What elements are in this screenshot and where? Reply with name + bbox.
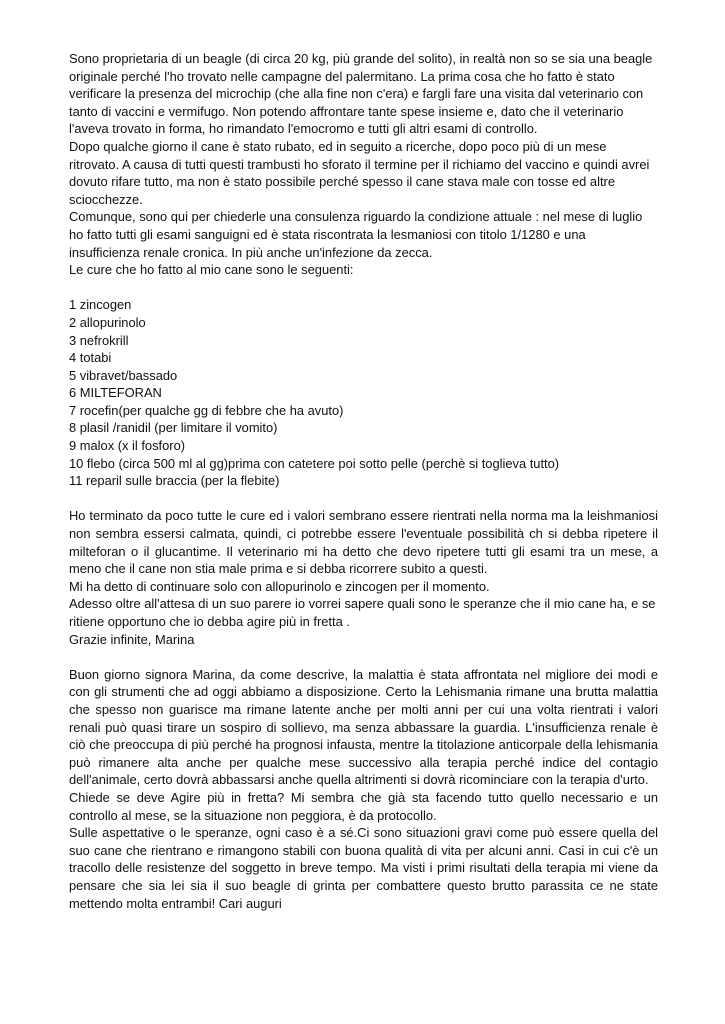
spacer xyxy=(69,648,658,666)
list-item: 11 reparil sulle braccia (per la flebite) xyxy=(69,473,280,489)
list-item: 7 rocefin(per qualche gg di febbre che ha avuto) xyxy=(69,402,344,418)
cures-list xyxy=(69,296,658,490)
spacer xyxy=(69,279,658,297)
intro-paragraph-3: Comunque, sono qui per chiederle una consulenza riguardo la condizione attuale : nel mese di luglio ho fatto tutti gli esami sanguigni ed è stata riscontrata la lesmaniosi con titolo 1/1280 e una insufficienza renale cronica. In più anche un'infezione da zecca. xyxy=(69,209,643,260)
answer-section xyxy=(69,666,658,912)
list-item: 4 totabi xyxy=(69,350,112,366)
spacer xyxy=(69,490,658,508)
question-section xyxy=(69,507,658,648)
answer-paragraph-1: Buon giorno signora Marina, da come descrive, la malattia è stata affrontata nel migliore dei modi e con gli strumenti che ad oggi abbiamo a disposizione. Certo la Lehismania rimane una brutta malattia che spesso non guarisce ma rimane latente anche per molti anni per cui una volta rientrati i valori renali può quasi tirare un sospiro di sollievo, ma senza abbassare la guardia. L'insufficienza renale è ciò che preoccupa di più perché ha prognosi infausta, mentre la titolazione anticorpale della lehismania può rimanere alta anche per qualche mese successivo alla terapia perché indice del contagio dell'animale, certo dovrà abbassarsi anche quella altrimenti si dovrà ricominciare con la terapia d'urto. xyxy=(69,666,658,788)
document-page xyxy=(69,50,658,912)
intro-paragraph-2: Dopo qualche giorno il cane è stato rubato, ed in seguito a ricerche, dopo poco più di un mese ritrovato. A causa di tutti questi trambusti ho sforato il termine per il richiamo del vaccino e quindi avrei dovuto rifare tutto, ma non è stato possibile perché spesso il cane stava male con tosse ed altre sciocchezze. xyxy=(69,138,650,207)
question-paragraph-1: Ho terminato da poco tutte le cure ed i valori sembrano essere rientrati nella norma ma la leishmaniosi non sembra essersi calmata, quindi, ci potrebbe essere l'eventuale possibilità ch si debba ripetere il milteforan o il glucantime. Il veterinario mi ha detto che devo ripetere tutti gli esami tra un mese, a meno che il cane non stia male prima e si debba ricorrere subito a questi. xyxy=(69,508,658,577)
question-paragraph-3: Adesso oltre all'attesa di un suo parere io vorrei sapere quali sono le speranze che il mio cane ha, e se ritiene opportuno che io debba agire più in fretta . xyxy=(69,596,656,629)
answer-paragraph-3: Sulle aspettative o le speranze, ogni caso è a sé.Ci sono situazioni gravi come può essere quella del suo cane che rientrano e rimangono stabili con buona qualità di vita per alcuni anni. Casi in cui c'è un tracollo delle resistenze del soggetto in breve tempo. Ma visti i primi risultati della terapia mi viene da pensare che sia lei sia il suo beagle di grinta per combattere questo brutto parassita ce ne state mettendo molta entrambi! Cari auguri xyxy=(69,825,658,911)
list-item: 8 plasil /ranidil (per limitare il vomito) xyxy=(69,420,278,436)
list-item: 1 zincogen xyxy=(69,297,132,313)
list-item: 9 malox (x il fosforo) xyxy=(69,438,186,454)
intro-paragraph-1: Sono proprietaria di un beagle (di circa 20 kg, più grande del solito), in realtà non so se sia una beagle originale perché l'ho trovato nelle campagne del palermitano. La prima cosa che ho fatto è stato verificare la presenza del microchip (che alla fine non c'era) e fargli fare una visita dal veterinario con tanto di vaccini e vermifugo. Non potendo affrontare tante spese insieme e, dato che il veterinario l'aveva trovato in forma, ho rimandato l'emocromo e tutti gli altri esami di controllo. xyxy=(69,51,653,137)
intro-section xyxy=(69,50,658,279)
list-item: 5 vibravet/bassado xyxy=(69,367,178,383)
question-paragraph-2: Mi ha detto di continuare solo con allopurinolo e zincogen per il momento. xyxy=(69,578,490,594)
signature-line: Grazie infinite, Marina xyxy=(69,631,195,647)
list-item: 2 allopurinolo xyxy=(69,314,146,330)
intro-paragraph-4: Le cure che ho fatto al mio cane sono le seguenti: xyxy=(69,262,354,278)
list-item: 6 MILTEFORAN xyxy=(69,385,162,401)
list-item: 10 flebo (circa 500 ml al gg)prima con catetere poi sotto pelle (perchè si toglieva tutto) xyxy=(69,455,560,471)
answer-paragraph-2: Chiede se deve Agire più in fretta? Mi sembra che già sta facendo tutto quello necessario e un controllo al mese, se la situazione non peggiora, è da protocollo. xyxy=(69,789,658,823)
list-item: 3 nefrokrill xyxy=(69,332,129,348)
